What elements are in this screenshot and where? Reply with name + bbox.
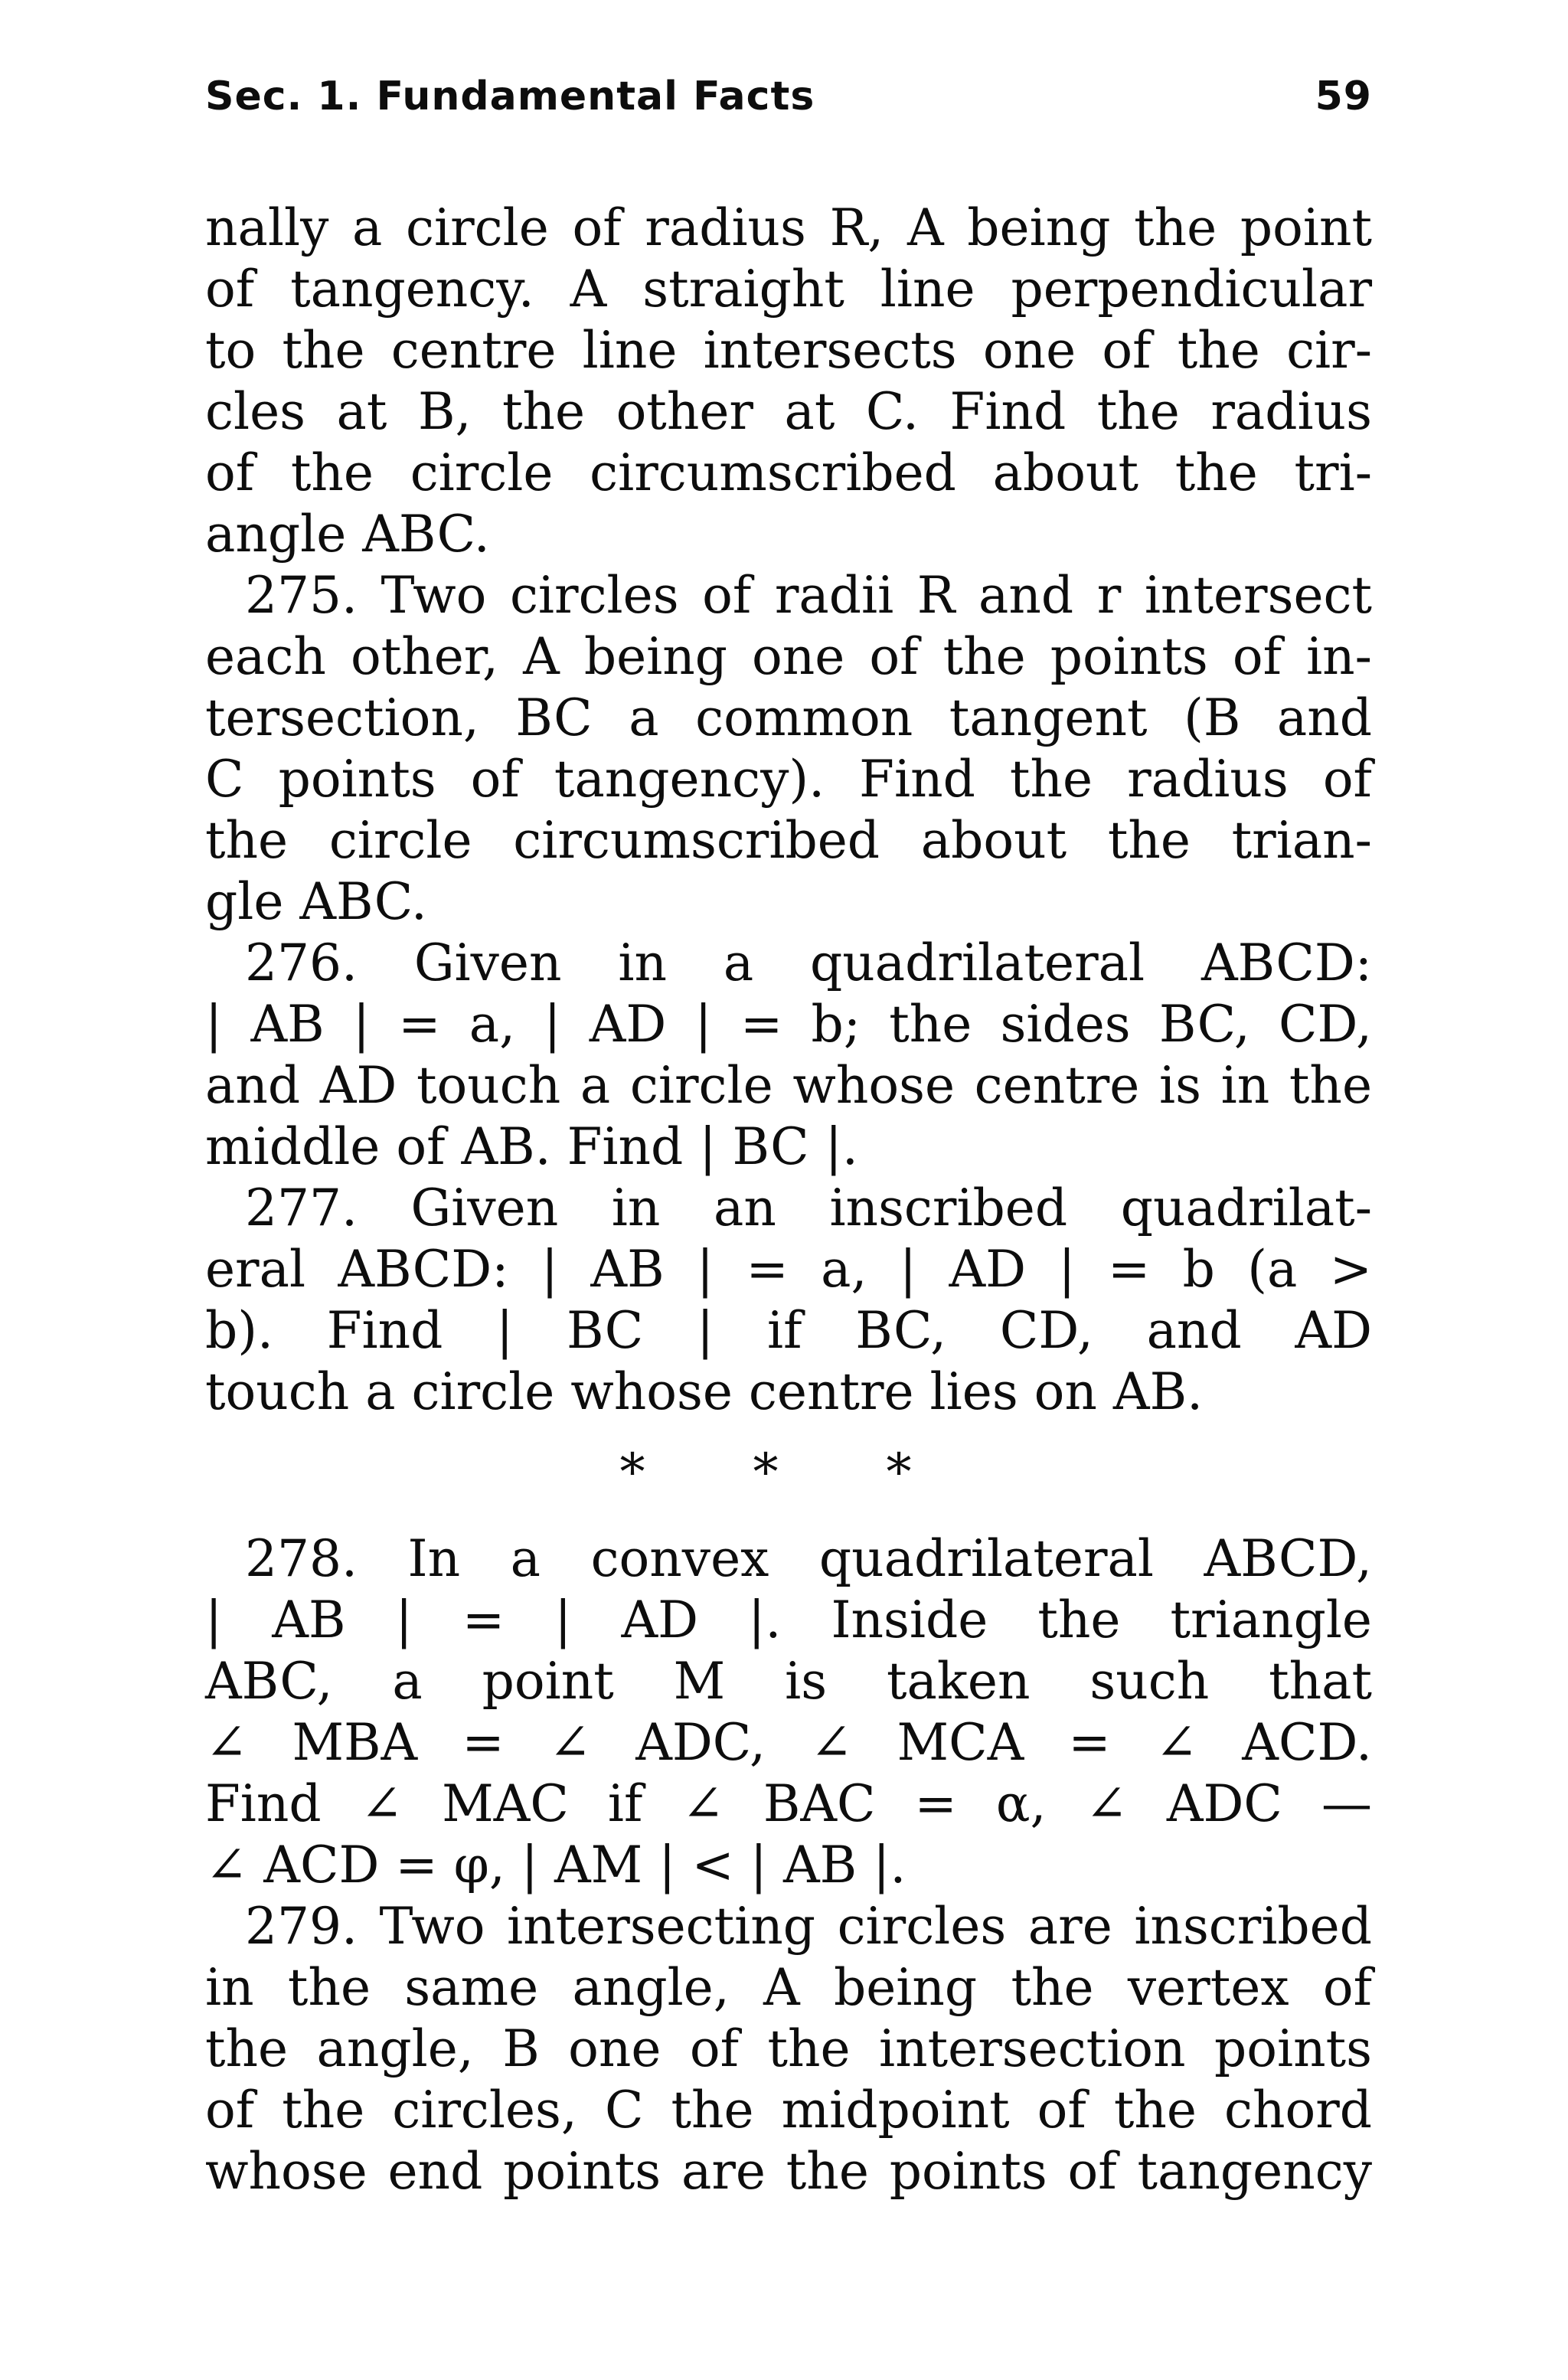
text-line: of tangency. A straight line perpendicular bbox=[205, 260, 1372, 319]
running-header bbox=[205, 74, 1372, 135]
text-line: each other, A being one of the points of in- bbox=[205, 627, 1372, 686]
text-line: of the circles, C the midpoint of the chord bbox=[205, 2081, 1372, 2140]
text-line: C points of tangency). Find the radius of bbox=[205, 750, 1372, 809]
text-line: cles at B, the other at C. Find the radius bbox=[205, 382, 1372, 441]
text-line: Find ∠ MAC if ∠ BAC = α, ∠ ADC — bbox=[205, 1774, 1372, 1833]
text-line: b). Find | BC | if BC, CD, and AD bbox=[205, 1301, 1372, 1360]
text-line: to the centre line intersects one of the cir- bbox=[205, 321, 1372, 380]
text-line: eral ABCD: | AB | = a, | AD | = b (a > bbox=[205, 1240, 1372, 1299]
section-separator: * * * bbox=[619, 1443, 958, 1502]
problem-276-start: 276. Given in a quadrilateral ABCD: bbox=[245, 933, 1372, 992]
text-line: whose end points are the points of tangency bbox=[205, 2142, 1372, 2201]
page-number: 59 bbox=[1315, 74, 1372, 119]
problem-278-start: 278. In a convex quadrilateral ABCD, bbox=[245, 1529, 1372, 1588]
text-line: | AB | = | AD |. Inside the triangle bbox=[205, 1590, 1372, 1649]
text-line: ∠ ACD = φ, | AM | < | AB |. bbox=[205, 1836, 906, 1895]
text-line: the circle circumscribed about the trian- bbox=[205, 811, 1372, 870]
text-line: angle ABC. bbox=[205, 505, 490, 564]
text-line: middle of AB. Find | BC |. bbox=[205, 1117, 858, 1176]
text-line: | AB | = a, | AD | = b; the sides BC, CD, bbox=[205, 995, 1372, 1054]
problem-275-start: 275. Two circles of radii R and r intersect bbox=[245, 566, 1372, 625]
text-line: gle ABC. bbox=[205, 872, 427, 931]
text-line: in the same angle, A being the vertex of bbox=[205, 1958, 1372, 2017]
text-line: of the circle circumscribed about the tri- bbox=[205, 443, 1372, 502]
problem-279-start: 279. Two intersecting circles are inscribed bbox=[245, 1897, 1372, 1956]
text-line: touch a circle whose centre lies on AB. bbox=[205, 1362, 1204, 1421]
problem-277-start: 277. Given in an inscribed quadrilat- bbox=[245, 1179, 1372, 1237]
text-line: nally a circle of radius R, A being the point bbox=[205, 198, 1372, 257]
text-line: and AD touch a circle whose centre is in the bbox=[205, 1056, 1372, 1115]
text-line: tersection, BC a common tangent (B and bbox=[205, 688, 1372, 747]
text-line: the angle, B one of the intersection points bbox=[205, 2019, 1372, 2078]
text-line: ABC, a point M is taken such that bbox=[205, 1652, 1372, 1711]
text-line: ∠ MBA = ∠ ADC, ∠ MCA = ∠ ACD. bbox=[205, 1713, 1372, 1772]
section-title: Sec. 1. Fundamental Facts bbox=[205, 74, 815, 119]
problem-text bbox=[205, 198, 1372, 2202]
